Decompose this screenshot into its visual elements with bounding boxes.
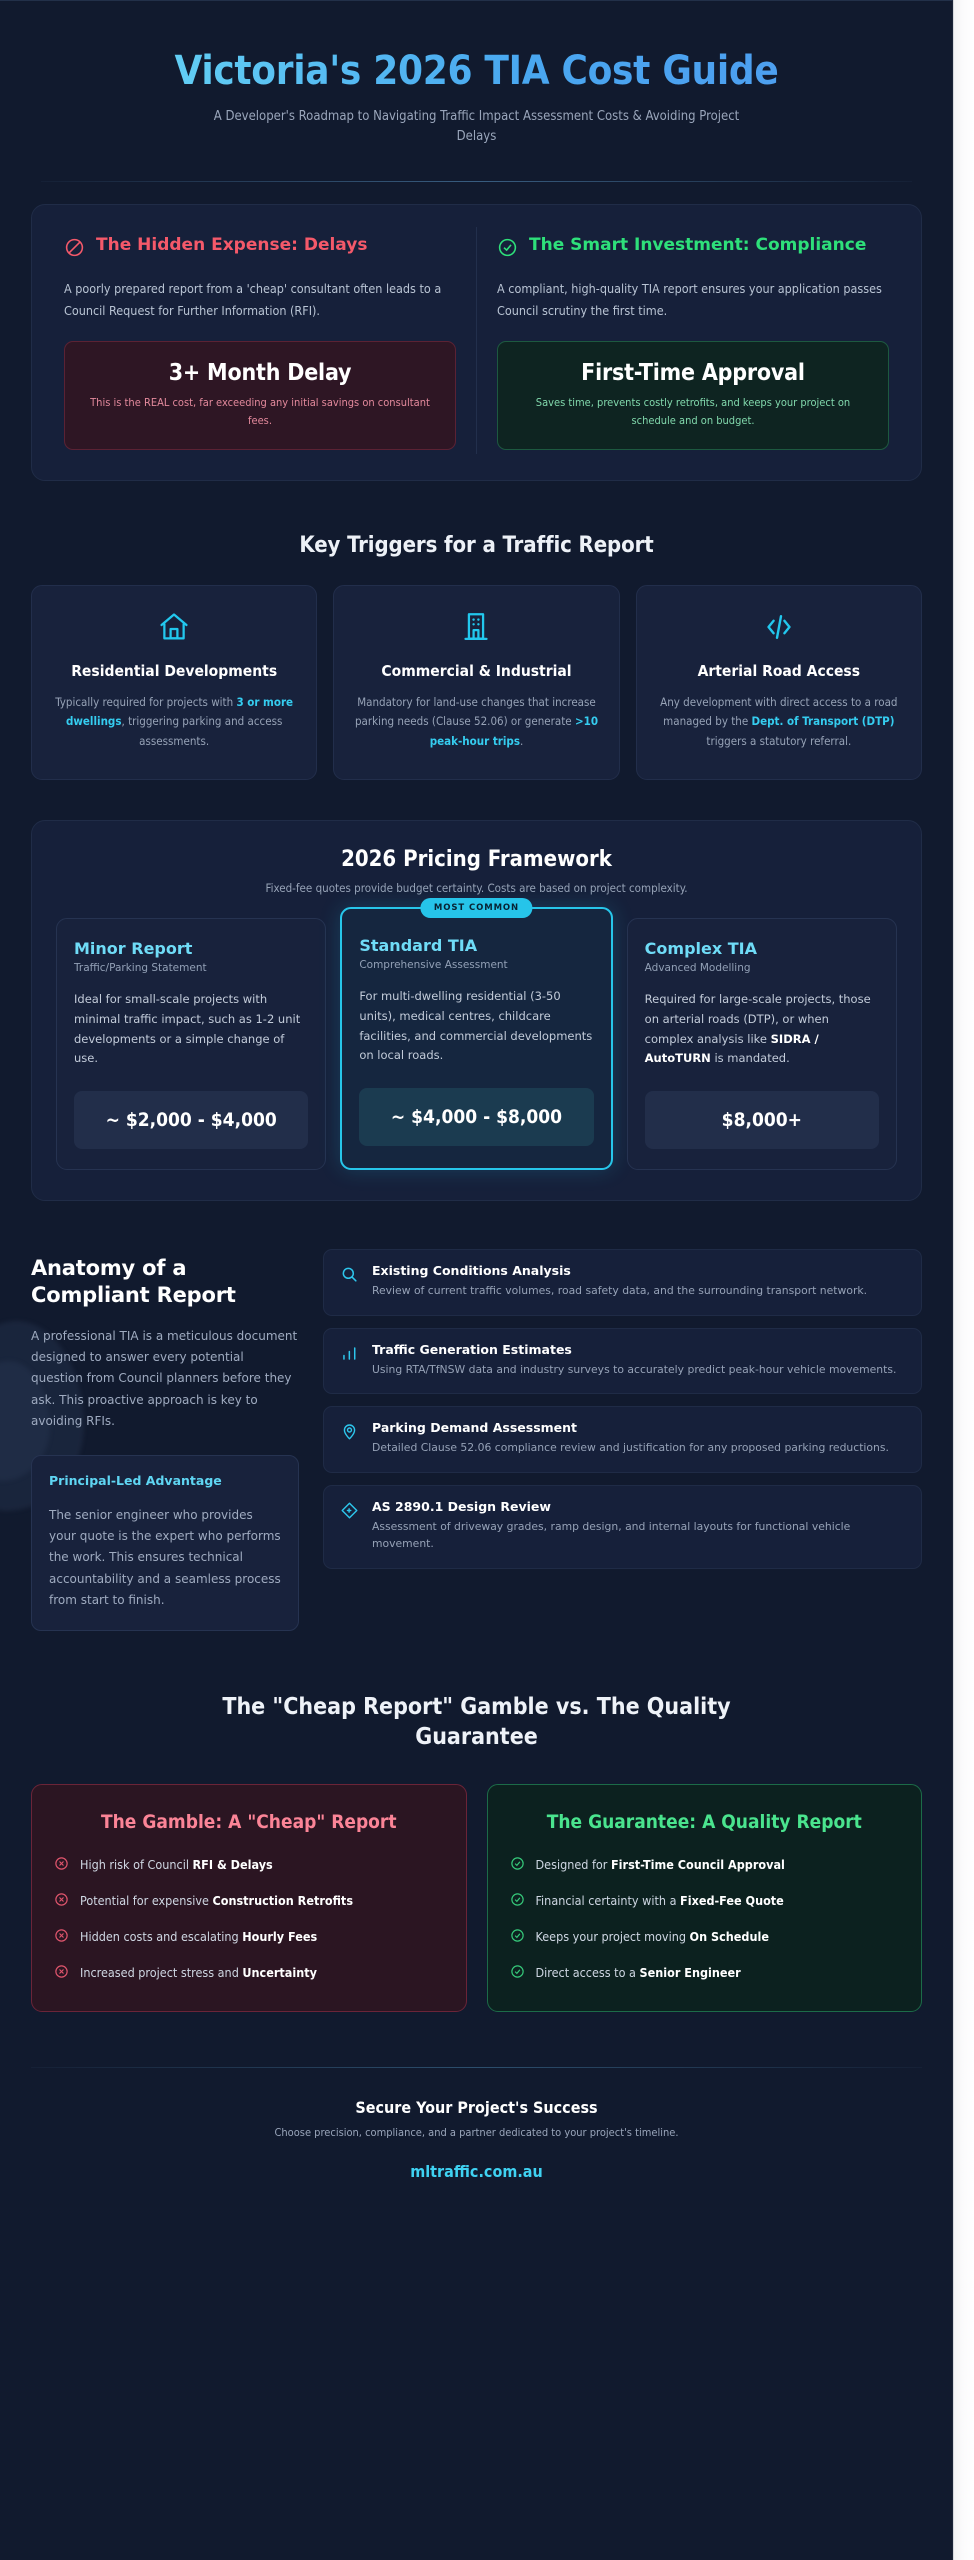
trigger-card-arterial <box>636 585 922 780</box>
ban-icon <box>64 237 85 263</box>
cost-comparison-panel <box>31 204 922 481</box>
list-item: Hidden costs and escalating Hourly Fees <box>54 1927 444 1948</box>
tier-name: Minor Report <box>74 939 193 959</box>
bar-chart-icon <box>340 1344 359 1368</box>
anatomy-item-existing-conditions <box>323 1249 922 1315</box>
gamble-list <box>54 1855 444 1984</box>
footer-title: Secure Your Project's Success <box>355 2098 598 2118</box>
list-item: Financial certainty with a Fixed-Fee Quote <box>510 1891 900 1912</box>
pricing-tier-complex[interactable] <box>627 918 897 1170</box>
trigger-card-commercial <box>333 585 619 780</box>
guarantee-list <box>510 1855 900 1984</box>
list-item: Increased project stress and Uncertainty <box>54 1963 444 1984</box>
check-circle-icon <box>510 1964 525 1984</box>
guarantee-card <box>487 1784 923 2012</box>
tier-price: $8,000+ <box>645 1091 879 1149</box>
anatomy-items <box>323 1249 922 1568</box>
gamble-title: The Gamble: A "Cheap" Report <box>100 1811 397 1834</box>
tier-name: Standard TIA <box>359 936 478 956</box>
footer-website-link[interactable]: mltraffic.com.au <box>410 2162 543 2182</box>
anatomy-item-desc: Detailed Clause 52.06 compliance review and justification for any proposed parking reductions. <box>372 1441 889 1455</box>
versus-section-title: The "Cheap Report" Gamble vs. The Quality Guarantee <box>222 1694 731 1751</box>
list-item: Direct access to a Senior Engineer <box>510 1963 900 1984</box>
trigger-text: Mandatory for land-use changes that increase parking needs (Clause 52.06) or generate >10 peak-hour trips. <box>354 694 599 749</box>
anatomy-item-traffic-generation <box>323 1328 922 1394</box>
hero-divider <box>41 181 912 182</box>
approval-stat-caption: Saves time, prevents costly retrofits, and keeps your project on schedule and on budget. <box>535 396 851 427</box>
triggers-cards <box>31 585 922 780</box>
list-item: Potential for expensive Construction Retrofits <box>54 1891 444 1912</box>
trigger-highlight: 3 or more dwellings <box>65 694 294 729</box>
gamble-card <box>31 1784 467 2012</box>
list-item: High risk of Council RFI & Delays <box>54 1855 444 1876</box>
anatomy-item-parking-demand <box>323 1406 922 1472</box>
delay-stat-box <box>64 341 456 450</box>
tier-kicker: Advanced Modelling <box>644 962 751 975</box>
pricing-tier-minor[interactable] <box>56 918 326 1170</box>
smart-investment-body: A compliant, high-quality TIA report ensures your application passes Council scrutiny the first time. <box>497 281 882 318</box>
pricing-panel <box>31 820 922 1201</box>
anatomy-item-title: Parking Demand Assessment <box>372 1420 578 1436</box>
approval-stat-box <box>497 341 889 450</box>
anatomy-item-title: AS 2890.1 Design Review <box>372 1498 551 1514</box>
tier-kicker: Comprehensive Assessment <box>359 959 508 972</box>
tier-kicker: Traffic/Parking Statement <box>74 962 207 975</box>
trigger-card-residential <box>31 585 317 780</box>
anatomy-item-title: Traffic Generation Estimates <box>372 1341 572 1357</box>
check-circle-icon <box>510 1856 525 1876</box>
anatomy-item-desc: Assessment of driveway grades, ramp design, and internal layouts for functional vehicle movement. <box>372 1519 851 1551</box>
anatomy-item-desc: Review of current traffic volumes, road safety data, and the surrounding transport network. <box>372 1284 868 1298</box>
pricing-tier-standard[interactable] <box>340 903 612 1170</box>
x-circle-icon <box>54 1856 69 1876</box>
delay-stat-value: 3+ Month Delay <box>168 360 352 387</box>
x-circle-icon <box>54 1928 69 1948</box>
pricing-tiers <box>56 903 897 1170</box>
anatomy-intro <box>31 1249 299 1631</box>
code-road-icon <box>656 610 902 644</box>
hidden-expense-body: A poorly prepared report from a 'cheap' consultant often leads to a Council Request for Further Information (RFI). <box>64 281 442 318</box>
tier-price: ~ $4,000 - $8,000 <box>359 1088 593 1146</box>
callout-body: The senior engineer who provides your quote is the expert who performs the work. This ensures technical accountability and a seamless process from start to finish. <box>49 1507 281 1607</box>
x-circle-icon <box>54 1964 69 1984</box>
smart-investment-title: The Smart Investment: Compliance <box>529 235 867 256</box>
hero-section <box>31 23 922 182</box>
trigger-title: Commercial & Industrial <box>381 662 572 681</box>
tier-name: Complex TIA <box>644 939 757 959</box>
hidden-expense-title: The Hidden Expense: Delays <box>96 235 368 256</box>
x-circle-icon <box>54 1892 69 1912</box>
pricing-title: 2026 Pricing Framework <box>341 847 612 873</box>
anatomy-body: A professional TIA is a meticulous document designed to answer every potential question from Council planners before they ask. This proactive approach is key to avoiding RFIs. <box>31 1328 298 1429</box>
anatomy-item-title: Existing Conditions Analysis <box>372 1263 571 1279</box>
page-title: Victoria's 2026 TIA Cost Guide <box>41 49 912 94</box>
trigger-text: Typically required for projects with 3 or more dwellings, triggering parking and access assessments. <box>55 694 294 749</box>
anatomy-section <box>31 1249 922 1631</box>
tier-description: For multi-dwelling residential (3-50 units), medical centres, childcare facilities, and commercial developments on local roads. <box>359 989 593 1063</box>
triggers-section-title: Key Triggers for a Traffic Report <box>299 533 654 559</box>
pricing-lede: Fixed-fee quotes provide budget certainty. Costs are based on project complexity. <box>265 881 688 896</box>
approval-stat-value: First-Time Approval <box>581 360 805 387</box>
guarantee-title: The Guarantee: A Quality Report <box>546 1811 862 1834</box>
callout-title: Principal-Led Advantage <box>49 1472 222 1488</box>
anatomy-item-desc: Using RTA/TfNSW data and industry surveys to accurately predict peak-hour vehicle movements. <box>372 1362 897 1376</box>
hidden-expense-column <box>56 227 477 454</box>
most-common-badge: MOST COMMON <box>421 898 532 918</box>
tier-price: ~ $2,000 - $4,000 <box>74 1091 308 1149</box>
trigger-highlight: >10 peak-hour trips <box>429 714 599 749</box>
delay-stat-caption: This is the REAL cost, far exceeding any initial savings on consultant fees. <box>90 396 430 427</box>
check-circle-icon <box>510 1892 525 1912</box>
diamond-badge-icon <box>340 1501 359 1525</box>
check-circle-icon <box>510 1928 525 1948</box>
tier-description: Required for large-scale projects, those on arterial roads (DTP), or when complex analysis like SIDRA / AutoTURN is mandated. <box>644 992 871 1066</box>
anatomy-title: Anatomy of a Compliant Report <box>31 1256 236 1308</box>
list-item: Designed for First-Time Council Approval <box>510 1855 900 1876</box>
building-icon <box>353 610 599 644</box>
page-subtitle: A Developer's Roadmap to Navigating Traffic Impact Assessment Costs & Avoiding Project Delays <box>213 108 740 144</box>
footer-subtitle: Choose precision, compliance, and a partner dedicated to your project's timeline. <box>274 2126 679 2140</box>
page-scrollbar[interactable] <box>953 0 974 2560</box>
trigger-title: Arterial Road Access <box>697 662 861 681</box>
trigger-text: Any development with direct access to a road managed by the Dept. of Transport (DTP) triggers a statutory referral. <box>660 694 898 749</box>
map-pin-icon <box>340 1422 359 1446</box>
trigger-title: Residential Developments <box>71 662 278 681</box>
check-circle-icon <box>497 237 518 263</box>
footer-section <box>31 2068 922 2226</box>
smart-investment-column <box>477 227 897 454</box>
anatomy-item-as2890 <box>323 1485 922 1569</box>
tier-description: Ideal for small-scale projects with minimal traffic impact, such as 1-2 unit developments or a simple change of use. <box>74 992 301 1066</box>
versus-section <box>31 1784 922 2012</box>
list-item: Keeps your project moving On Schedule <box>510 1927 900 1948</box>
trigger-highlight: Dept. of Transport (DTP) <box>751 714 895 729</box>
principal-led-callout <box>31 1455 299 1632</box>
search-icon <box>340 1265 359 1289</box>
home-icon <box>51 610 297 644</box>
